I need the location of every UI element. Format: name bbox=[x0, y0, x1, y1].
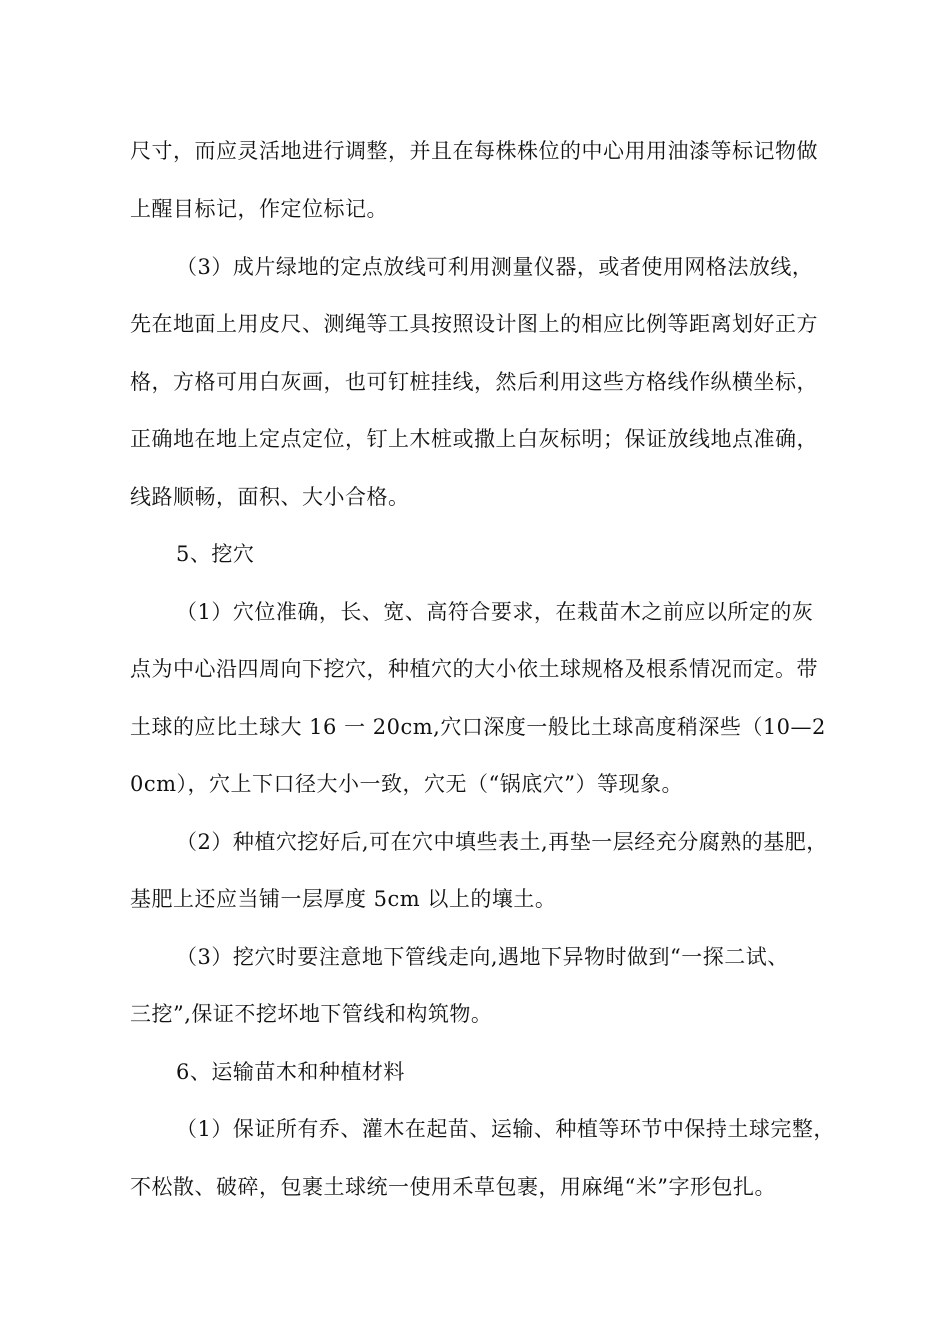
text-line: 三挖”,保证不挖坏地下管线和构筑物。 bbox=[130, 1002, 493, 1026]
section-heading: 5、挖穴 bbox=[176, 542, 255, 566]
text-line: 不松散、破碎，包裹土球统一使用禾草包裹，用麻绳“米”字形包扎。 bbox=[130, 1175, 776, 1199]
text-line: （1）保证所有乔、灌木在起苗、运输、种植等环节中保持土球完整， bbox=[176, 1117, 835, 1141]
text-line: 线路顺畅，面积、大小合格。 bbox=[130, 485, 410, 509]
text-line: 尺寸，而应灵活地进行调整，并且在每株株位的中心用用油漆等标记物做 bbox=[130, 139, 818, 163]
text-line: 上醒目标记，作定位标记。 bbox=[130, 197, 388, 221]
text-line: （1）穴位准确，长、宽、高符合要求，在栽苗木之前应以所定的灰 bbox=[176, 600, 814, 624]
text-line: 格，方格可用白灰画，也可钉桩挂线，然后利用这些方格线作纵横坐标， bbox=[130, 370, 818, 394]
section-heading: 6、运输苗木和种植材料 bbox=[176, 1060, 405, 1084]
text-line: （2）种植穴挖好后,可在穴中填些表土,再垫一层经充分腐熟的基肥， bbox=[176, 830, 828, 854]
text-line: （3）挖穴时要注意地下管线走向,遇地下异物时做到“一探二试、 bbox=[176, 945, 789, 969]
text-line: （3）成片绿地的定点放线可利用测量仪器，或者使用网格法放线， bbox=[176, 255, 814, 279]
text-line: 土球的应比土球大 16 一 20cm,穴口深度一般比土球高度稍深些（10—2 bbox=[130, 715, 826, 739]
text-line: 正确地在地上定点定位，钉上木桩或撒上白灰标明；保证放线地点准确， bbox=[130, 427, 818, 451]
text-line: 基肥上还应当铺一层厚度 5cm 以上的壤土。 bbox=[130, 887, 557, 911]
text-line: 先在地面上用皮尺、测绳等工具按照设计图上的相应比例等距离划好正方 bbox=[130, 312, 818, 336]
text-line: 0cm），穴上下口径大小一致，穴无（“锅底穴”）等现象。 bbox=[130, 772, 684, 796]
text-line: 点为中心沿四周向下挖穴，种植穴的大小依土球规格及根系情况而定。带 bbox=[130, 657, 818, 681]
